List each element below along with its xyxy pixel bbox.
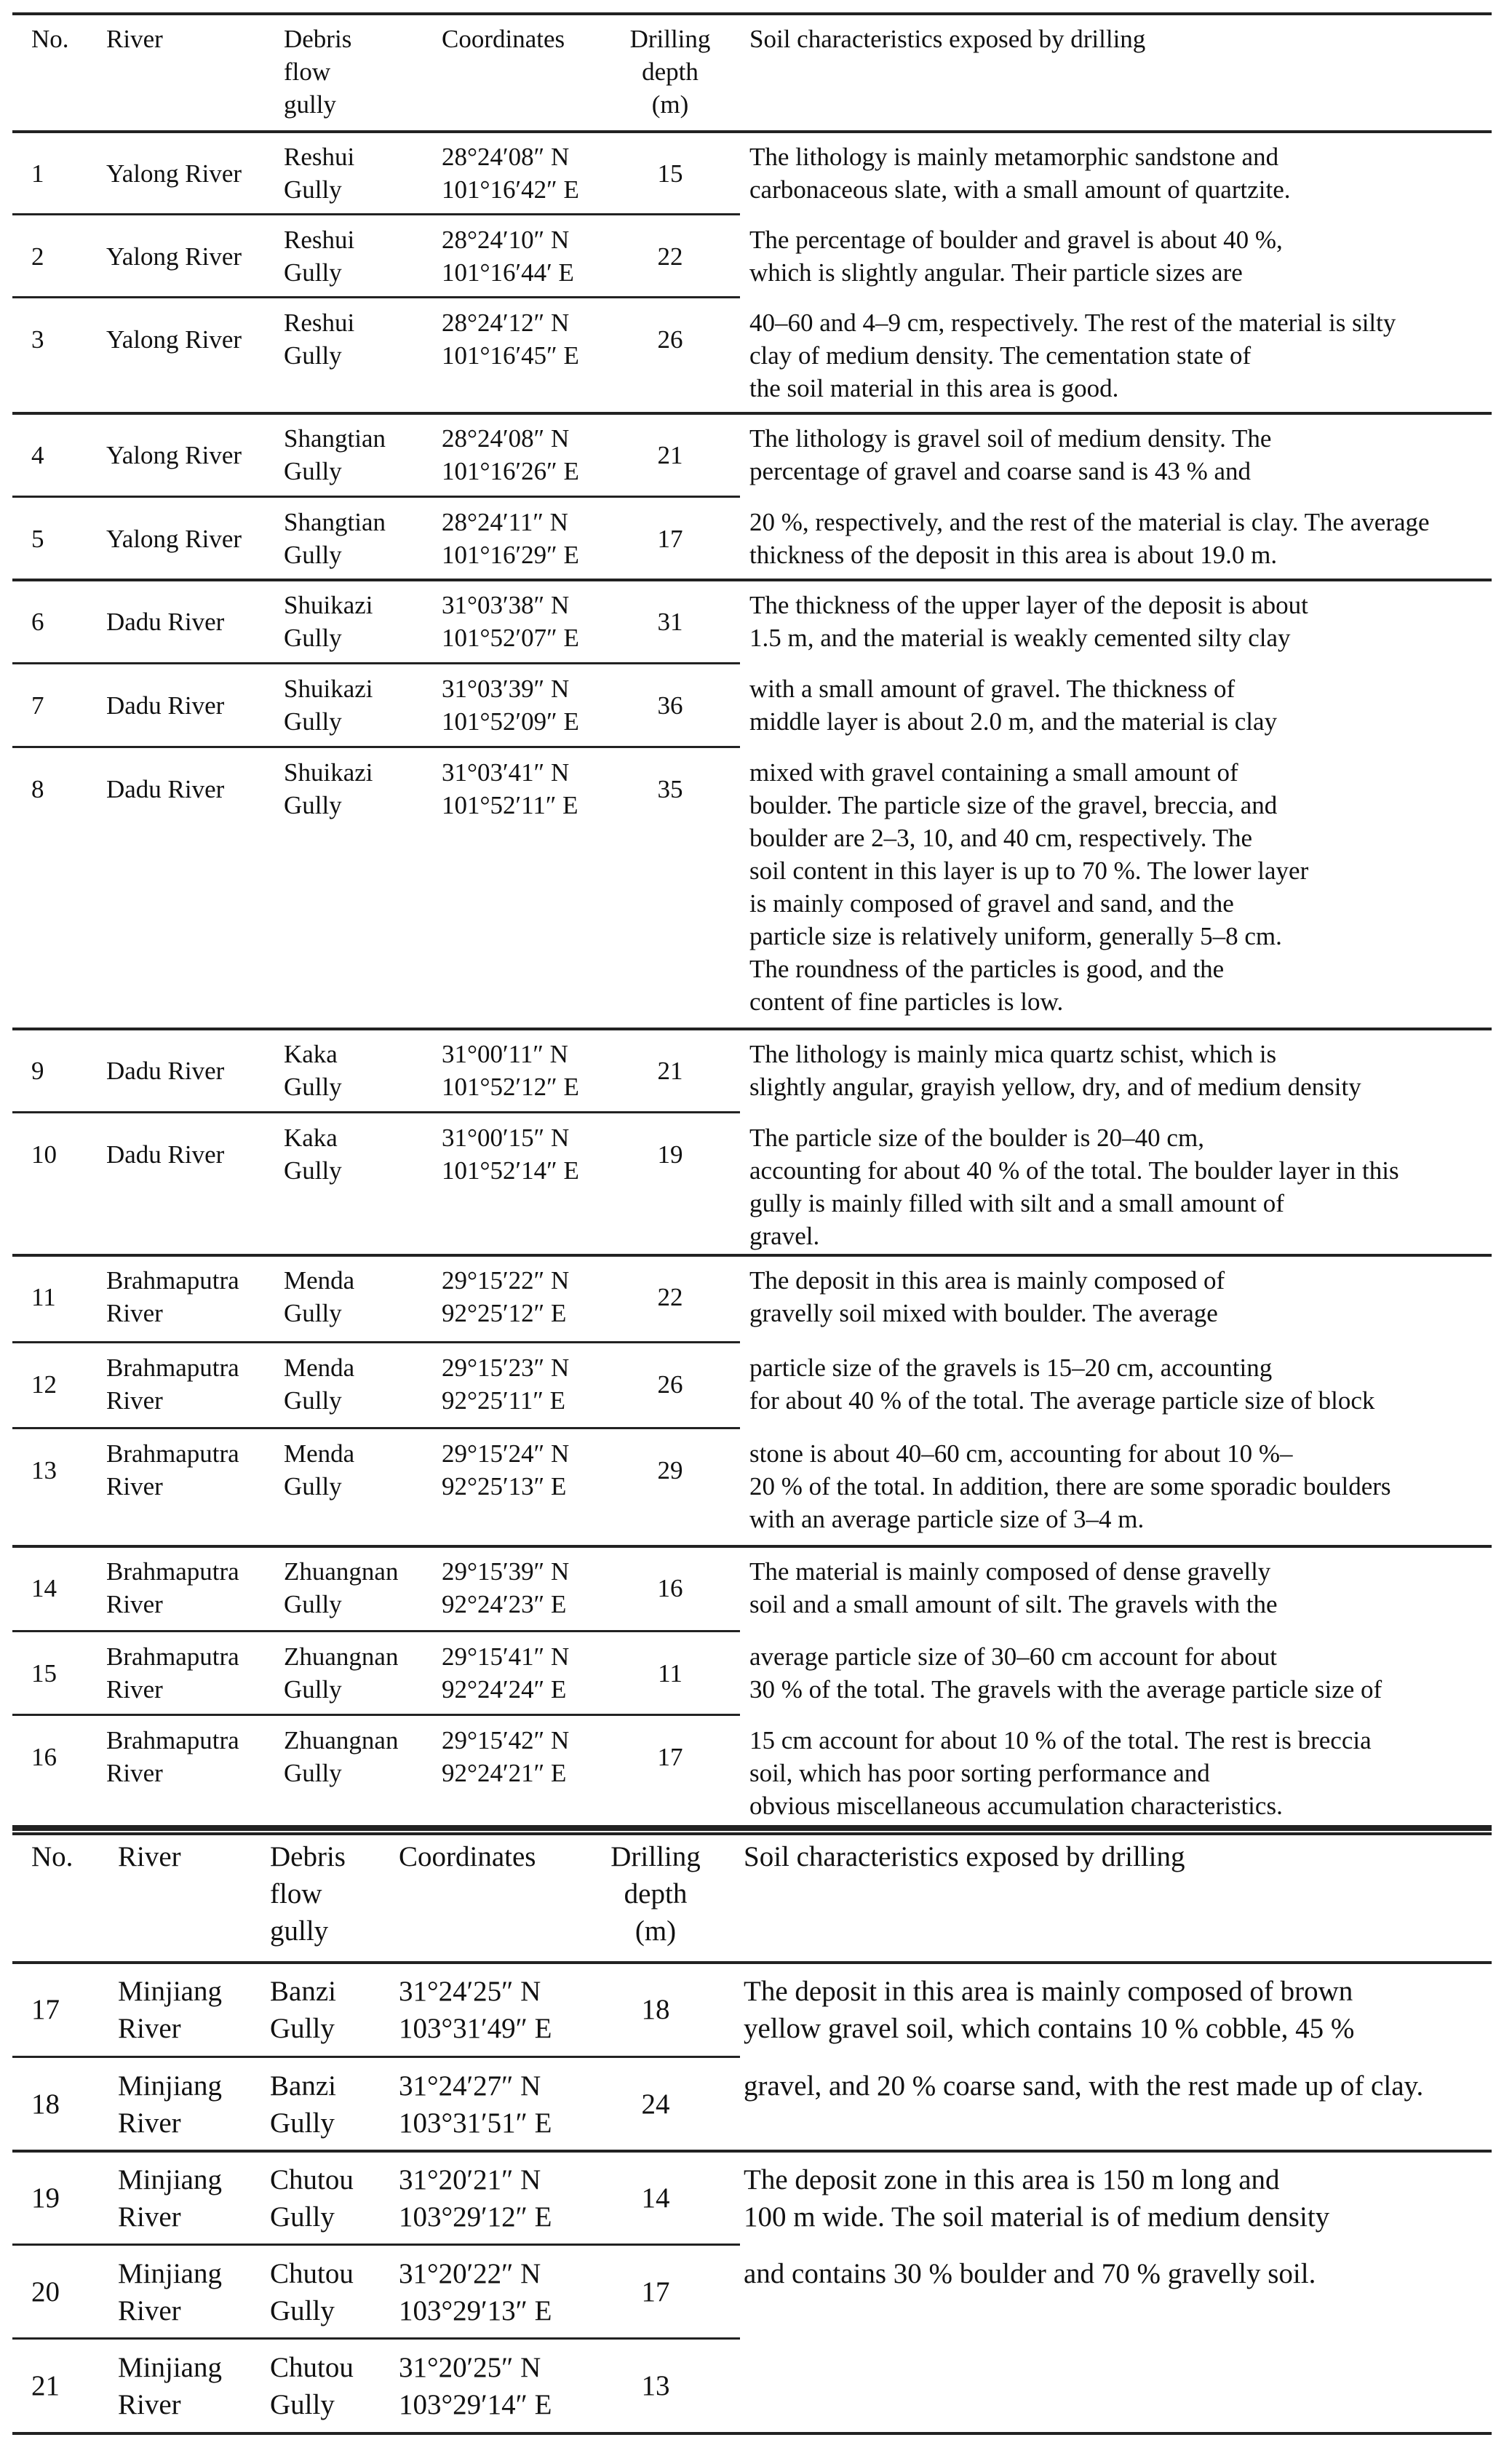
cell-debris-flow-gully-line: Banzi (270, 2070, 336, 2102)
header-soil-characteristics: Soil characteristics exposed by drilling (744, 1841, 1185, 1872)
cell-river-line: Brahmaputra (106, 1557, 239, 1586)
soil-description-line: gully is mainly filled with silt and a small amount of (749, 1189, 1284, 1217)
cell-river-line: Dadu River (106, 774, 225, 803)
cell-drilling-depth: 11 (658, 1658, 683, 1688)
group-divider-rule (12, 1254, 1492, 1257)
soil-description-line: gravel. (749, 1222, 820, 1250)
cell-debris-flow-gully-line: Gully (284, 1675, 342, 1704)
group-divider-rule (12, 2150, 1492, 2153)
cell-longitude: 101°52′11″ E (442, 791, 578, 819)
cell-river-line: River (106, 1675, 163, 1704)
cell-debris-flow-gully-line: Shangtian (284, 508, 386, 536)
cell-longitude: 92°24′24″ E (442, 1675, 567, 1704)
cell-latitude: 29°15′23″ N (442, 1354, 570, 1382)
cell-debris-flow-gully-line: Menda (284, 1354, 355, 1382)
soil-description-line: yellow gravel soil, which contains 10 % cobble, 45 % (744, 2012, 1355, 2044)
header-drilling-depth: depth (642, 57, 699, 86)
cell-debris-flow-gully-line: Gully (270, 2294, 335, 2326)
cell-drilling-depth: 21 (657, 1056, 683, 1085)
soil-description-line: soil and a small amount of silt. The gravels with the (749, 1590, 1278, 1618)
cell-river-line: River (106, 1386, 163, 1415)
soil-description-line: The percentage of boulder and gravel is about 40 %, (749, 226, 1283, 254)
cell-debris-flow-gully-line: Gully (284, 341, 342, 370)
cell-river-line: River (118, 2201, 181, 2233)
cell-latitude: 31°00′15″ N (442, 1124, 570, 1152)
cell-debris-flow-gully-line: Menda (284, 1266, 355, 1295)
cell-longitude: 101°52′12″ E (442, 1073, 579, 1101)
cell-river-line: Minjiang (118, 2257, 222, 2289)
cell-longitude: 103°31′51″ E (399, 2107, 552, 2139)
cell-drilling-depth: 21 (657, 440, 683, 469)
cell-river-line: River (106, 1590, 163, 1618)
cell-longitude: 101°52′09″ E (442, 707, 579, 736)
cell-river-line: Brahmaputra (106, 1439, 239, 1468)
soil-description-line: soil content in this layer is up to 70 %. The lower layer (749, 857, 1309, 885)
cell-debris-flow-gully-line: Gully (284, 1386, 342, 1415)
cell-latitude: 28°24′11″ N (442, 508, 568, 536)
cell-latitude: 29°15′39″ N (442, 1557, 570, 1586)
table-end-double-rule (12, 1832, 1492, 1835)
soil-description-line: with a small amount of gravel. The thickness of (749, 675, 1236, 703)
soil-description-line: 40–60 and 4–9 cm, respectively. The rest of the material is silty (749, 309, 1396, 337)
cell-drilling-depth: 16 (657, 1573, 683, 1602)
cell-debris-flow-gully-line: Gully (284, 175, 342, 204)
cell-debris-flow-gully-line: Gully (270, 2107, 335, 2139)
soil-description-line: thickness of the deposit in this area is about 19.0 m. (749, 541, 1278, 569)
header-debris-flow-gully: flow (284, 57, 331, 86)
soil-description-line: carbonaceous slate, with a small amount of quartzite. (749, 175, 1291, 204)
cell-longitude: 101°16′42″ E (442, 175, 579, 204)
soil-description-line: mixed with gravel containing a small amount of (749, 758, 1238, 787)
cell-river-line: Minjiang (118, 2070, 222, 2102)
group-divider-rule (12, 1545, 1492, 1548)
cell-no: 12 (31, 1370, 57, 1399)
soil-description-line: content of fine particles is low. (749, 987, 1064, 1016)
cell-debris-flow-gully-line: Reshui (284, 143, 355, 171)
cell-river-line: Brahmaputra (106, 1642, 239, 1671)
cell-river-line: River (118, 2294, 181, 2326)
soil-description-line: The lithology is mainly mica quartz schist, which is (749, 1040, 1277, 1068)
cell-debris-flow-gully-line: Banzi (270, 1975, 336, 2007)
cell-no: 4 (31, 440, 44, 469)
cell-longitude: 103°29′14″ E (399, 2388, 552, 2420)
cell-longitude: 103°29′13″ E (399, 2294, 552, 2326)
group-divider-rule (12, 1028, 1492, 1030)
cell-debris-flow-gully-line: Gully (284, 624, 342, 652)
cell-debris-flow-gully-line: Chutou (270, 2257, 354, 2289)
header-drilling-depth: Drilling (610, 1841, 701, 1872)
cell-debris-flow-gully-line: Gully (270, 2201, 335, 2233)
header-river: River (106, 25, 163, 53)
header-debris-flow-gully: Debris (270, 1841, 346, 1872)
row-divider-rule (12, 213, 740, 215)
cell-latitude: 31°03′39″ N (442, 675, 570, 703)
cell-latitude: 31°03′38″ N (442, 591, 570, 619)
soil-description-line: clay of medium density. The cementation state of (749, 341, 1252, 370)
soil-description-line: gravelly soil mixed with boulder. The average (749, 1299, 1218, 1327)
soil-description-line: boulder are 2–3, 10, and 40 cm, respectively. The (749, 824, 1253, 852)
cell-debris-flow-gully-line: Shuikazi (284, 591, 373, 619)
row-divider-rule (12, 662, 740, 664)
cell-debris-flow-gully-line: Chutou (270, 2351, 354, 2383)
soil-description-line: obvious miscellaneous accumulation characteristics. (749, 1792, 1283, 1820)
cell-longitude: 92°25′11″ E (442, 1386, 566, 1415)
soil-description-line: 1.5 m, and the material is weakly cemented silty clay (749, 624, 1291, 652)
cell-drilling-depth: 19 (657, 1140, 683, 1169)
header-drilling-depth: (m) (634, 1915, 677, 1947)
header-drilling-depth: (m) (651, 90, 689, 119)
cell-drilling-depth: 35 (657, 774, 683, 803)
cell-no: 11 (31, 1282, 56, 1311)
cell-debris-flow-gully-line: Kaka (284, 1124, 338, 1152)
cell-debris-flow-gully-line: Gully (284, 707, 342, 736)
soil-description-line: 100 m wide. The soil material is of medium density (744, 2201, 1330, 2233)
soil-description-line: particle size is relatively uniform, generally 5–8 cm. (749, 922, 1282, 950)
cell-longitude: 92°25′12″ E (442, 1299, 567, 1327)
cell-drilling-depth: 36 (657, 691, 683, 720)
cell-river-line: Minjiang (118, 2163, 222, 2195)
cell-debris-flow-gully-line: Menda (284, 1439, 355, 1468)
header-debris-flow-gully: gully (270, 1915, 329, 1947)
soil-description-line: with an average particle size of 3–4 m. (749, 1505, 1145, 1533)
cell-latitude: 31°20′21″ N (399, 2163, 541, 2195)
cell-no: 1 (31, 159, 44, 188)
cell-debris-flow-gully-line: Reshui (284, 309, 355, 337)
cell-latitude: 31°03′41″ N (442, 758, 570, 787)
cell-drilling-depth: 17 (641, 2276, 670, 2308)
soil-description-line: The material is mainly composed of dense gravelly (749, 1557, 1271, 1586)
cell-debris-flow-gully-line: Zhuangnan (284, 1642, 399, 1671)
row-divider-rule (12, 1427, 740, 1429)
soil-description-line: accounting for about 40 % of the total. The boulder layer in this (749, 1156, 1399, 1185)
header-river: River (118, 1841, 181, 1872)
header-no: No. (31, 25, 69, 53)
cell-drilling-depth: 22 (657, 242, 683, 271)
cell-latitude: 29°15′22″ N (442, 1266, 570, 1295)
cell-debris-flow-gully-line: Shuikazi (284, 758, 373, 787)
row-divider-rule (12, 1714, 740, 1716)
cell-debris-flow-gully-line: Gully (284, 1472, 342, 1501)
cell-river-line: River (118, 2012, 181, 2044)
row-divider-rule (12, 1111, 740, 1113)
soil-description-line: slightly angular, grayish yellow, dry, and of medium density (749, 1073, 1361, 1101)
soil-description-line: stone is about 40–60 cm, accounting for about 10 %– (749, 1439, 1293, 1468)
row-divider-rule (12, 496, 740, 498)
soil-description-line: The lithology is gravel soil of medium density. The (749, 424, 1272, 453)
cell-debris-flow-gully-line: Gully (284, 1299, 342, 1327)
soil-description-line: 20 %, respectively, and the rest of the material is clay. The average (749, 508, 1430, 536)
table-top-rule (12, 1828, 1492, 1831)
cell-river-line: River (118, 2388, 181, 2420)
cell-debris-flow-gully-line: Gully (270, 2388, 335, 2420)
soil-description-line: The roundness of the particles is good, and the (749, 955, 1225, 983)
cell-longitude: 101°16′26″ E (442, 457, 579, 485)
cell-debris-flow-gully-line: Gully (284, 541, 342, 569)
soil-description-line: is mainly composed of gravel and sand, and the (749, 889, 1234, 918)
cell-longitude: 103°31′49″ E (399, 2012, 552, 2044)
cell-river-line: River (106, 1299, 163, 1327)
cell-river-line: Dadu River (106, 1056, 225, 1085)
cell-latitude: 29°15′42″ N (442, 1726, 570, 1754)
cell-debris-flow-gully-line: Zhuangnan (284, 1557, 399, 1586)
soil-description-line: The deposit in this area is mainly composed of (749, 1266, 1225, 1295)
row-divider-rule (12, 2337, 740, 2340)
cell-debris-flow-gully-line: Shuikazi (284, 675, 373, 703)
cell-river-line: River (118, 2107, 181, 2139)
header-drilling-depth: Drilling (629, 25, 711, 53)
row-divider-rule (12, 746, 740, 748)
group-divider-rule (12, 579, 1492, 581)
row-divider-rule (12, 2056, 740, 2058)
cell-debris-flow-gully-line: Gully (284, 1073, 342, 1101)
cell-no: 8 (31, 774, 44, 803)
cell-no: 20 (31, 2276, 60, 2308)
cell-river-line: River (106, 1759, 163, 1787)
cell-river-line: Dadu River (106, 1140, 225, 1169)
cell-river-line: Brahmaputra (106, 1354, 239, 1382)
cell-debris-flow-gully-line: Gully (270, 2012, 335, 2044)
cell-no: 7 (31, 691, 44, 720)
cell-latitude: 28°24′10″ N (442, 226, 570, 254)
cell-no: 3 (31, 325, 44, 354)
soil-description-line: soil, which has poor sorting performance and (749, 1759, 1210, 1787)
cell-longitude: 101°52′07″ E (442, 624, 579, 652)
cell-debris-flow-gully-line: Zhuangnan (284, 1726, 399, 1754)
soil-description-line: which is slightly angular. Their particle sizes are (749, 258, 1243, 287)
cell-latitude: 31°24′25″ N (399, 1975, 541, 2007)
header-drilling-depth: depth (624, 1878, 688, 1909)
cell-debris-flow-gully-line: Gully (284, 1590, 342, 1618)
cell-no: 6 (31, 607, 44, 636)
cell-river-line: Dadu River (106, 691, 225, 720)
cell-no: 2 (31, 242, 44, 271)
header-debris-flow-gully: Debris (284, 25, 352, 53)
cell-river-line: Minjiang (118, 1975, 222, 2007)
cell-river-line: Yalong River (106, 440, 242, 469)
cell-latitude: 31°24′27″ N (399, 2070, 541, 2102)
cell-river-line: Yalong River (106, 524, 242, 553)
cell-longitude: 92°25′13″ E (442, 1472, 567, 1501)
soil-description-line: 15 cm account for about 10 % of the total. The rest is breccia (749, 1726, 1372, 1754)
cell-debris-flow-gully-line: Gully (284, 1156, 342, 1185)
cell-river-line: Brahmaputra (106, 1726, 239, 1754)
header-coordinates: Coordinates (399, 1841, 536, 1872)
soil-description-line: The deposit in this area is mainly composed of brown (744, 1975, 1353, 2007)
soil-description-line: for about 40 % of the total. The average particle size of block (749, 1386, 1375, 1415)
cell-river-line: Yalong River (106, 325, 242, 354)
cell-latitude: 31°20′25″ N (399, 2351, 541, 2383)
cell-drilling-depth: 29 (657, 1455, 683, 1485)
cell-river-line: Yalong River (106, 159, 242, 188)
header-bottom-rule (12, 130, 1492, 133)
cell-longitude: 101°16′29″ E (442, 541, 579, 569)
cell-debris-flow-gully-line: Shangtian (284, 424, 386, 453)
soil-description-line: gravel, and 20 % coarse sand, with the rest made up of clay. (744, 2070, 1424, 2102)
cell-river-line: Yalong River (106, 242, 242, 271)
cell-longitude: 92°24′23″ E (442, 1590, 567, 1618)
header-no: No. (31, 1841, 73, 1872)
soil-description-line: the soil material in this area is good. (749, 374, 1119, 402)
cell-river-line: River (106, 1472, 163, 1501)
cell-latitude: 28°24′08″ N (442, 424, 570, 453)
cell-no: 16 (31, 1742, 57, 1771)
cell-drilling-depth: 17 (657, 524, 683, 553)
soil-description-line: The lithology is mainly metamorphic sandstone and (749, 143, 1279, 171)
cell-drilling-depth: 13 (641, 2370, 670, 2401)
cell-latitude: 31°20′22″ N (399, 2257, 541, 2289)
soil-description-line: percentage of gravel and coarse sand is 43 % and (749, 457, 1252, 485)
cell-latitude: 29°15′41″ N (442, 1642, 570, 1671)
soil-description-line: boulder. The particle size of the gravel, breccia, and (749, 791, 1278, 819)
soil-description-line: particle size of the gravels is 15–20 cm, accounting (749, 1354, 1273, 1382)
cell-latitude: 31°00′11″ N (442, 1040, 568, 1068)
cell-no: 10 (31, 1140, 57, 1169)
cell-drilling-depth: 14 (641, 2182, 670, 2214)
cell-debris-flow-gully-line: Gully (284, 791, 342, 819)
header-soil-characteristics: Soil characteristics exposed by drilling (749, 25, 1146, 53)
cell-drilling-depth: 24 (641, 2089, 670, 2120)
row-divider-rule (12, 1630, 740, 1632)
cell-no: 15 (31, 1658, 57, 1688)
cell-no: 19 (31, 2182, 60, 2214)
cell-debris-flow-gully-line: Gully (284, 258, 342, 287)
soil-description-line: The deposit zone in this area is 150 m long and (744, 2163, 1280, 2195)
soil-description-line: 20 % of the total. In addition, there are some sporadic boulders (749, 1472, 1391, 1501)
group-divider-rule (12, 412, 1492, 415)
header-debris-flow-gully: flow (270, 1878, 322, 1909)
cell-latitude: 28°24′08″ N (442, 143, 570, 171)
cell-latitude: 29°15′24″ N (442, 1439, 570, 1468)
cell-drilling-depth: 22 (657, 1282, 683, 1311)
cell-drilling-depth: 18 (641, 1994, 670, 2025)
cell-debris-flow-gully-line: Kaka (284, 1040, 338, 1068)
cell-drilling-depth: 26 (657, 325, 683, 354)
cell-longitude: 101°16′44′ E (442, 258, 574, 287)
cell-debris-flow-gully-line: Reshui (284, 226, 355, 254)
cell-latitude: 28°24′12″ N (442, 309, 570, 337)
cell-no: 13 (31, 1455, 57, 1485)
cell-debris-flow-gully-line: Gully (284, 457, 342, 485)
soil-description-line: The thickness of the upper layer of the deposit is about (749, 591, 1308, 619)
cell-no: 21 (31, 2370, 60, 2401)
cell-drilling-depth: 17 (657, 1742, 683, 1771)
cell-debris-flow-gully-line: Chutou (270, 2163, 354, 2195)
row-divider-rule (12, 296, 740, 298)
soil-description-line: 30 % of the total. The gravels with the average particle size of (749, 1675, 1382, 1704)
cell-longitude: 92°24′21″ E (442, 1759, 567, 1787)
cell-longitude: 101°16′45″ E (442, 341, 579, 370)
cell-debris-flow-gully-line: Gully (284, 1759, 342, 1787)
soil-description-line: middle layer is about 2.0 m, and the material is clay (749, 707, 1278, 736)
cell-no: 17 (31, 1994, 60, 2025)
cell-no: 9 (31, 1056, 44, 1085)
cell-river-line: Minjiang (118, 2351, 222, 2383)
header-bottom-rule (12, 1961, 1492, 1964)
soil-description-line: The particle size of the boulder is 20–40 cm, (749, 1124, 1204, 1152)
cell-drilling-depth: 15 (657, 159, 683, 188)
table-bottom-rule (12, 2432, 1492, 2435)
row-divider-rule (12, 1341, 740, 1343)
row-divider-rule (12, 2244, 740, 2246)
cell-river-line: Dadu River (106, 607, 225, 636)
table-top-rule (12, 12, 1492, 15)
soil-description-line: and contains 30 % boulder and 70 % gravelly soil. (744, 2257, 1316, 2289)
cell-no: 18 (31, 2089, 60, 2120)
cell-no: 5 (31, 524, 44, 553)
soil-description-line: average particle size of 30–60 cm account for about (749, 1642, 1277, 1671)
cell-river-line: Brahmaputra (106, 1266, 239, 1295)
cell-longitude: 103°29′12″ E (399, 2201, 552, 2233)
header-debris-flow-gully: gully (284, 90, 336, 119)
header-coordinates: Coordinates (442, 25, 565, 53)
cell-drilling-depth: 31 (657, 607, 683, 636)
cell-longitude: 101°52′14″ E (442, 1156, 579, 1185)
cell-no: 14 (31, 1573, 57, 1602)
cell-drilling-depth: 26 (657, 1370, 683, 1399)
